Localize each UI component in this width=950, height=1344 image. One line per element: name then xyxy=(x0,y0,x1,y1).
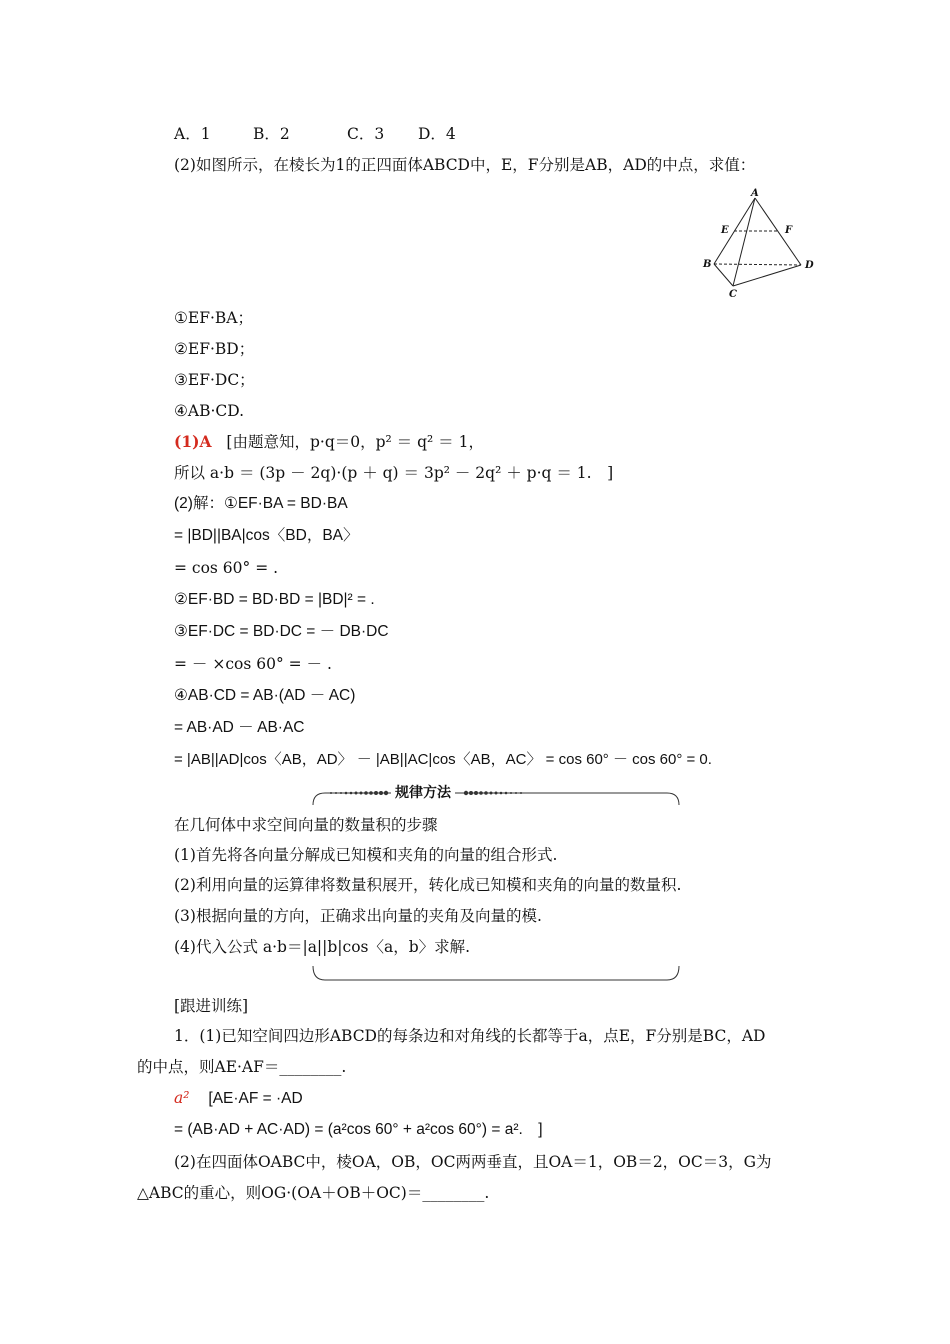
option-a: A．1 xyxy=(174,125,211,143)
solution-line-6: = － ×cos 60° = － . xyxy=(174,655,332,673)
item-1: ①EF·BA； xyxy=(174,309,253,327)
method-step-4: (4)代入公式 a·b＝|a||b|cos〈a，b〉求解. xyxy=(174,938,471,956)
training-problem-2-line-2: △ABC的重心，则OG·(OA＋OB＋OC)＝________. xyxy=(137,1184,490,1202)
question-2-intro: (2)如图所示，在棱长为1的正四面体ABCD中，E，F分别是AB，AD的中点，求值： xyxy=(174,156,756,174)
answer-1-text: [由题意知，p·q＝0，p² ＝ q² ＝ 1， xyxy=(226,433,484,451)
training-answer-text: [AE·AF = ·AD xyxy=(208,1090,303,1107)
solution-line-8: = AB·AD － AB·AC xyxy=(174,719,305,736)
edge-bc xyxy=(714,264,733,286)
solution-line-7: ④AB·CD = AB·(AD － AC) xyxy=(174,687,356,704)
answer-1-line-1 xyxy=(174,432,484,452)
training-problem-1-line-2: 的中点，则AE·AF＝________. xyxy=(137,1058,347,1076)
label-c: C xyxy=(729,289,737,300)
label-a: A xyxy=(751,188,759,199)
method-step-3: (3)根据向量的方向，正确求出向量的夹角及向量的模. xyxy=(174,907,542,925)
edge-bd-hidden xyxy=(714,264,801,265)
solution-line-5: ③EF·DC = BD·DC = － DB·DC xyxy=(174,623,389,640)
solution-line-1: (2)解：①EF·BA = BD·BA xyxy=(174,495,348,512)
training-problem-1-line-1: 1．(1)已知空间四边形ABCD的每条边和对角线的长都等于a，点E，F分别是BC，AD xyxy=(174,1027,766,1045)
solution-line-9: = |AB||AD|cos〈AB，AD〉 － |AB||AC|cos〈AB，AC〉 = cos 60° － cos 60° = 0. xyxy=(174,751,712,768)
label-e: E xyxy=(721,225,729,236)
item-2: ②EF·BD； xyxy=(174,340,255,358)
answer-1-line-2: 所以 a·b ＝ (3p － 2q)·(p ＋ q) ＝ 3p² － 2q² ＋ p·q ＝ 1. ] xyxy=(174,464,614,482)
label-b: B xyxy=(703,259,712,270)
answer-1-tag: (1)A xyxy=(174,432,212,451)
option-b: B．2 xyxy=(253,125,290,143)
method-step-2: (2)利用向量的运算律将数量积展开，转化成已知模和夹角的向量的数量积. xyxy=(174,876,682,894)
edge-cd xyxy=(733,265,801,286)
item-4: ④AB·CD. xyxy=(174,402,245,420)
tetrahedron-figure xyxy=(700,186,825,301)
option-c: C．3 xyxy=(347,125,385,143)
edge-ac xyxy=(733,198,755,286)
method-label: 规律方法 xyxy=(391,784,455,802)
solution-line-4: ②EF·BD = BD·BD = |BD|² = . xyxy=(174,591,375,608)
training-header: [跟进训练] xyxy=(174,997,249,1015)
label-d: D xyxy=(805,260,814,271)
training-problem-2-line-1: (2)在四面体OABC中，棱OA，OB，OC两两垂直，且OA＝1，OB＝2，OC＝3，G为 xyxy=(174,1153,772,1171)
solution-line-3: = cos 60° = . xyxy=(174,559,279,577)
method-title: 在几何体中求空间向量的数量积的步骤 xyxy=(174,816,438,834)
solution-line-2: = |BD||BA|cos〈BD，BA〉 xyxy=(174,527,359,544)
method-box-top-border xyxy=(311,783,681,809)
option-d: D．4 xyxy=(418,125,456,143)
training-answer-line-2: = (AB·AD + AC·AD) = (a²cos 60° + a²cos 60°) = a². ] xyxy=(174,1121,543,1138)
method-step-1: (1)首先将各向量分解成已知模和夹角的向量的组合形式. xyxy=(174,846,558,864)
label-f: F xyxy=(785,225,793,236)
item-3: ③EF·DC； xyxy=(174,371,255,389)
training-answer-line-1 xyxy=(174,1088,303,1109)
method-box-bottom-border xyxy=(311,962,681,986)
training-answer-tag: a² xyxy=(174,1089,190,1107)
